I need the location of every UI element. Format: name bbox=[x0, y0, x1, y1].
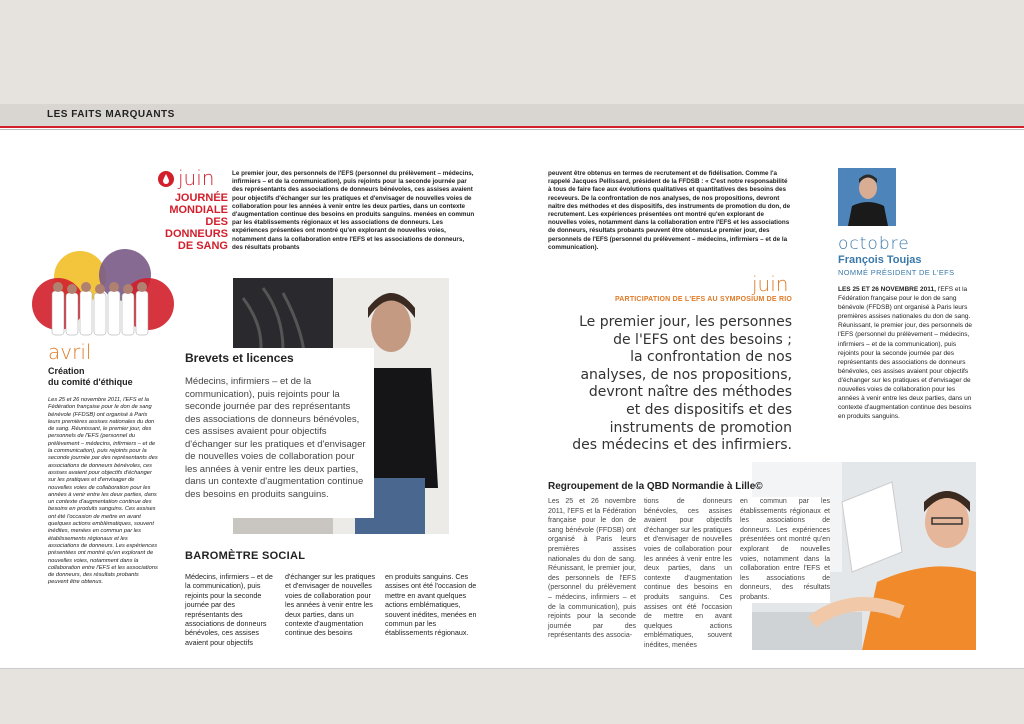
avril-illustration bbox=[30, 249, 175, 344]
barometre-title: BAROMÈTRE SOCIAL bbox=[185, 550, 306, 562]
qbd-col3: en commun par les établissements régionaux et les associations de donneurs. Les expériences présentées ont montré qu'en explorant de nouvelles voies, notamment dans la collaboration entre l'EFS et les associations de donneurs, des résultats probants. bbox=[740, 498, 830, 601]
barometre-col3: en produits sanguins. Ces assises ont été l'occasion de mettre en avant quelques actions emblématiques, souvent inédites, menées en commun par les établissements régionaux. bbox=[385, 572, 477, 638]
juin-right-quote: Le premier jour, les personnes de l'EFS ont des besoins ; la confrontation de nos analyses, de nos propositions, devront naître des méthodes et des dispositifs et des instruments de promotion des médecins et des infirmiers. bbox=[572, 314, 792, 454]
barometre-col2: d'échanger sur les pratiques et d'envisager de nouvelles voies de collaboration pour les années à venir entre les deux parties, dans un contexte d'augmentation continue des besoins bbox=[285, 572, 376, 638]
committee-group-image bbox=[30, 249, 175, 344]
brevets-body: Médecins, infirmiers – et de la communication), puis rejoints pour la seconde journée par des représentants des associations de donneurs bénévoles, ces assises avaient pour objectifs d'échanger sur les pratiques et d'envisager de nouvelles voies de collaboration pour les années à venir entre les deux parties, dans un contexte d'augmentation continue des besoins en produits sanguins. bbox=[185, 376, 366, 500]
juin-left-month: juin bbox=[178, 166, 215, 190]
avril-title: Création du comité d'éthique bbox=[48, 366, 133, 387]
section-header bbox=[0, 104, 1024, 128]
octobre-name: François Toujas bbox=[838, 254, 922, 266]
right-intro-body: peuvent être obtenus en termes de recrutement et de fidélisation. Comme l'a rappelé Jacques Pellissard, président de la FFDSB : « C'est notre responsabilité à tous de faire face aux évolutions qualitatives et quantitatives des besoins des receveurs. De la confrontation de nos analyses, de nos propositions, devront naître des méthodes et des dispositifs, des instruments de promotion du don, de recrutement. Les expériences présentées ont montré qu'en explorant de nouvelles voies, notamment dans la collaboration entre l'EFS et les associations de donneurs, résultats probants peuvent être obtenusLe premier jour, des personnels de l'EFS (personnel du prélèvement – médecins, infirmiers – et de la communication). bbox=[548, 170, 791, 251]
barometre-col1: Médecins, infirmiers – et de la communication), puis rejoints pour la seconde journée par des représentants des associations de donneurs bénévoles, ces assises avaient pour objectifs bbox=[185, 572, 273, 647]
octobre-body: LES 25 ET 26 NOVEMBRE 2011, l'EFS et la Fédération française pour le don de sang bénévole (FFDSB) ont organisé à Paris leurs premières assises nationales du don de sang. Réunissant, le premier jour, des personnels de l'EFS (personnel du prélèvement – médecins, infirmiers – et de la communication), puis rejoints pour la seconde journée par des représentants des associations de donneurs bénévoles, ces assises avaient pour objectifs d'échanger sur les pratiques et d'envisager de nouvelles voies de collaboration pour les années à venir entre les deux parties, dans un contexte d'augmentation continue des besoins en produits sanguins. bbox=[838, 286, 973, 421]
magazine-spread bbox=[0, 104, 1024, 668]
qbd-col2: tions de donneurs bénévoles, ces assises avaient pour objectifs d'échanger sur les pratiques et d'envisager de nouvelles voies de collaboration pour les années à venir entre les deux parties, dans un contexte d'augmentation continue des besoins en produits sanguins. Ces assises ont été l'occasion de mettre en avant quelques actions emblématiques, souvent inédites, menées bbox=[644, 498, 732, 649]
bottom-margin bbox=[0, 668, 1024, 724]
juin-right-subtitle: PARTICIPATION DE L'EFS AU SYMPOSIUM DE RIO bbox=[614, 296, 792, 303]
octobre-role: NOMMÉ PRÉSIDENT DE L'EFS bbox=[838, 268, 955, 277]
juin-left-body: Le premier jour, des personnels de l'EFS (personnel du prélèvement – médecins, infirmiers – et de la communication), puis rejoints pour la seconde journée par des représentants des associations de donneurs bénévoles, ces assises avaient pour objectifs d'échanger sur les pratiques et d'envisager de nouvelles voies de collaboration pour les années à venir entre les deux parties, dans un contexte d'augmentation continue des besoins en produits sanguins. menées en commun par les établissements régionaux et les associations de donneurs. Les expériences présentées ont montré qu'en explorant de nouvelles voies, notamment dans la collaboration entre l'EFS et les associations de donneurs, des résultats probants bbox=[232, 170, 475, 251]
top-margin bbox=[0, 0, 1024, 104]
avril-body: Les 25 et 26 novembre 2011, l'EFS et la Fédération française pour le don de sang bénévole (FFDSB) ont organisé à Paris leurs premières assises nationales du don de sang. Réunissant, le premier jour, des personnels de l'EFS (personnel du prélèvement – médecins, infirmiers – et de la communication), puis rejoints pour la seconde journée par des représentants des associations de donneurs bénévoles, ces assises avaient pour objectifs d'échanger sur les pratiques et d'envisager de nouvelles voies de collaboration pour les années à venir entre les deux parties, dans un contexte d'augmentation continue des besoins en produits sanguins. Ces assises ont été l'occasion de mettre en avant quelques actions emblématiques, souvent inédites, menées en commun par les établissements régionaux et les associations de donneurs. Les expériences présentées ont montré qu'en explorant de nouvelles voies, notamment dans la collaboration entre l'EFS et les associations de donneurs, des résultats probants peuvent être obtenus. bbox=[48, 397, 158, 586]
avril-month: avril bbox=[48, 340, 92, 364]
section-title: LES FAITS MARQUANTS bbox=[47, 109, 175, 120]
toujas-portrait bbox=[838, 168, 896, 226]
octobre-month: octobre bbox=[838, 234, 910, 254]
juin-left-title: JOURNÉE MONDIALE DES DONNEURS DE SANG bbox=[165, 192, 228, 252]
brevets-title: Brevets et licences bbox=[185, 351, 294, 365]
blood-drop-icon bbox=[158, 170, 174, 188]
brevets-box bbox=[178, 348, 374, 518]
qbd-col1: Les 25 et 26 novembre 2011, l'EFS et la Fédération française pour le don de sang bénévole (FFDSB) ont organisé à Paris leurs premières assises nationales du don de sang. Réunissant, le premier jour, des personnels de l'EFS (personnel du prélèvement – médecins, infirmiers – et de la communication), puis rejoints pour la seconde journée par des représentants des associa- bbox=[548, 498, 636, 640]
juin-right-month: juin bbox=[752, 272, 789, 296]
qbd-title: Regroupement de la QBD Normandie à Lille© bbox=[548, 481, 763, 492]
